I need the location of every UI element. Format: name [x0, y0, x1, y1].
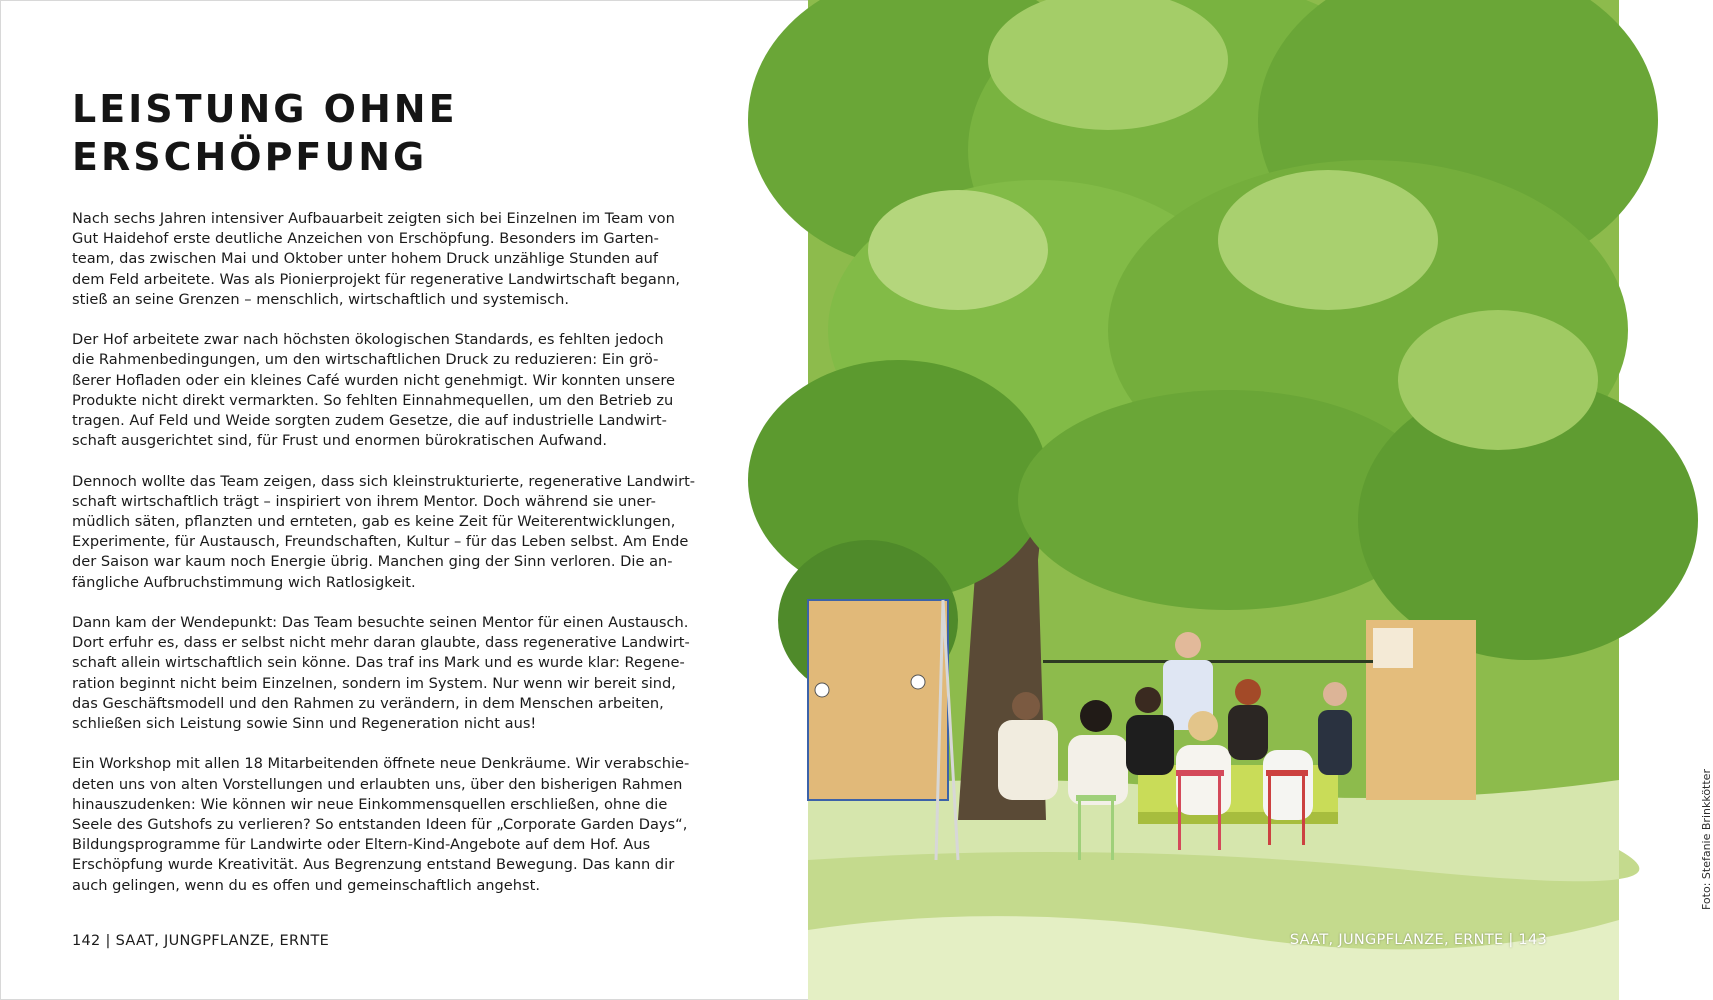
body-line: Dort erfuhr es, dass er selbst nicht mehr daran glaubte, dass regenerative Landwirt- — [72, 634, 690, 652]
body-line: dem Feld arbeitete. Was als Pionierprojekt für regenerative Landwirtschaft begann, — [72, 270, 681, 288]
body-line: Dennoch wollte das Team zeigen, dass sich kleinstrukturierte, regenerative Landwirt- — [72, 472, 696, 490]
body-line: Gut Haidehof erste deutliche Anzeichen von Erschöpfung. Besonders im Garten- — [72, 230, 659, 248]
body-line: schaft ausgerichtet sind, für Frust und enormen bürokratischen Aufwand. — [72, 432, 608, 450]
left-page — [0, 0, 808, 1000]
body-line: Seele des Gutshofs zu verlieren? So entstanden Ideen für „Corporate Garden Days“, — [72, 816, 688, 834]
body-line: schließen sich Leistung sowie Sinn und Regeneration nicht aus! — [72, 715, 537, 733]
page-headline — [72, 85, 458, 181]
body-paragraph — [72, 613, 722, 734]
body-line: deten uns von alten Vorstellungen und erlaubten uns, über den bisherigen Rahmen — [72, 775, 683, 793]
tree-canopy — [748, 0, 1698, 700]
body-line: hinauszudenken: Wie können wir neue Einkommensquellen erschließen, ohne die — [72, 795, 668, 813]
body-line: Ein Workshop mit allen 18 Mitarbeitenden öffnete neue Denkräume. Wir verabschie- — [72, 755, 690, 773]
page-folio-left: 142 | SAAT, JUNGPFLANZE, ERNTE — [72, 933, 330, 949]
board-marker — [911, 675, 925, 689]
body-line: Nach sechs Jahren intensiver Aufbauarbeit zeigten sich bei Einzelnen im Team von — [72, 210, 675, 227]
body-line: tragen. Auf Feld und Weide sorgten zudem Gesetze, die auf industrielle Landwirt- — [72, 412, 667, 430]
body-line: Experimente, für Austausch, Freundschaften, Kultur – für das Leben selbst. Am Ende — [72, 533, 689, 551]
body-line: schaft allein wirtschaftlich sein könne. Das traf ins Mark und es wurde klar: Regene- — [72, 654, 685, 672]
body-line: schaft wirtschaftlich trägt – inspiriert von ihrem Mentor. Doch während sie uner- — [72, 492, 656, 510]
board-marker — [815, 683, 829, 697]
board-paper — [1373, 628, 1413, 668]
body-line: Bildungsprogramme für Landwirte oder Eltern-Kind-Angebote auf dem Hof. Aus — [72, 836, 651, 854]
body-text — [72, 209, 722, 916]
body-line: das Geschäftsmodell und den Rahmen zu verändern, in dem Menschen arbeiten, — [72, 694, 664, 712]
body-line: der Saison war kaum noch Energie übrig. Manchen ging der Sinn verloren. Die an- — [72, 553, 673, 571]
body-line: müdlich säten, pflanzten und ernteten, gab es keine Zeit für Weiterentwicklungen, — [72, 513, 676, 531]
photo-credit: Foto: Stefanie Brinkkötter — [1700, 769, 1713, 910]
body-line: ßerer Hofladen oder ein kleines Café wurden nicht genehmigt. Wir konnten unsere — [72, 371, 676, 389]
body-line: stieß an seine Grenzen – menschlich, wirtschaftlich und systemisch. — [72, 290, 570, 308]
body-line: die Rahmenbedingungen, um den wirtschaftlichen Druck zu reduzieren: Ein grö- — [72, 351, 659, 369]
body-paragraph — [72, 754, 722, 895]
body-paragraph — [72, 472, 722, 593]
body-line: Erschöpfung wurde Kreativität. Aus Begrenzung entstand Bewegung. Das kann dir — [72, 856, 675, 874]
body-line: Dann kam der Wendepunkt: Das Team besuchte seinen Mentor für einen Austausch. — [72, 614, 689, 632]
headline-line-2: ERSCHÖPFUNG — [72, 135, 428, 179]
photo-illustration — [808, 0, 1619, 1000]
body-line: fängliche Aufbruchstimmung wich Ratlosigkeit. — [72, 573, 416, 591]
body-line: team, das zwischen Mai und Oktober unter hohem Druck unzählige Stunden auf — [72, 250, 659, 268]
photo-tree-gathering — [808, 0, 1713, 1000]
page-folio-right: SAAT, JUNGPFLANZE, ERNTE | 143 — [1289, 932, 1547, 948]
presentation-board-left — [808, 600, 948, 800]
body-paragraph — [72, 330, 722, 451]
body-line: Der Hof arbeitete zwar nach höchsten ökologischen Standards, es fehlten jedoch — [72, 331, 664, 349]
body-line: ration beginnt nicht beim Einzelnen, sondern im System. Nur wenn wir bereit sind, — [72, 674, 676, 692]
body-line: auch gelingen, wenn du es offen und gemeinschaftlich angehst. — [72, 876, 540, 894]
body-line: Produkte nicht direkt vermarkten. So fehlten Einnahmequellen, um den Betrieb zu — [72, 391, 674, 409]
headline-line-1: LEISTUNG OHNE — [72, 87, 458, 131]
body-paragraph — [72, 209, 722, 310]
